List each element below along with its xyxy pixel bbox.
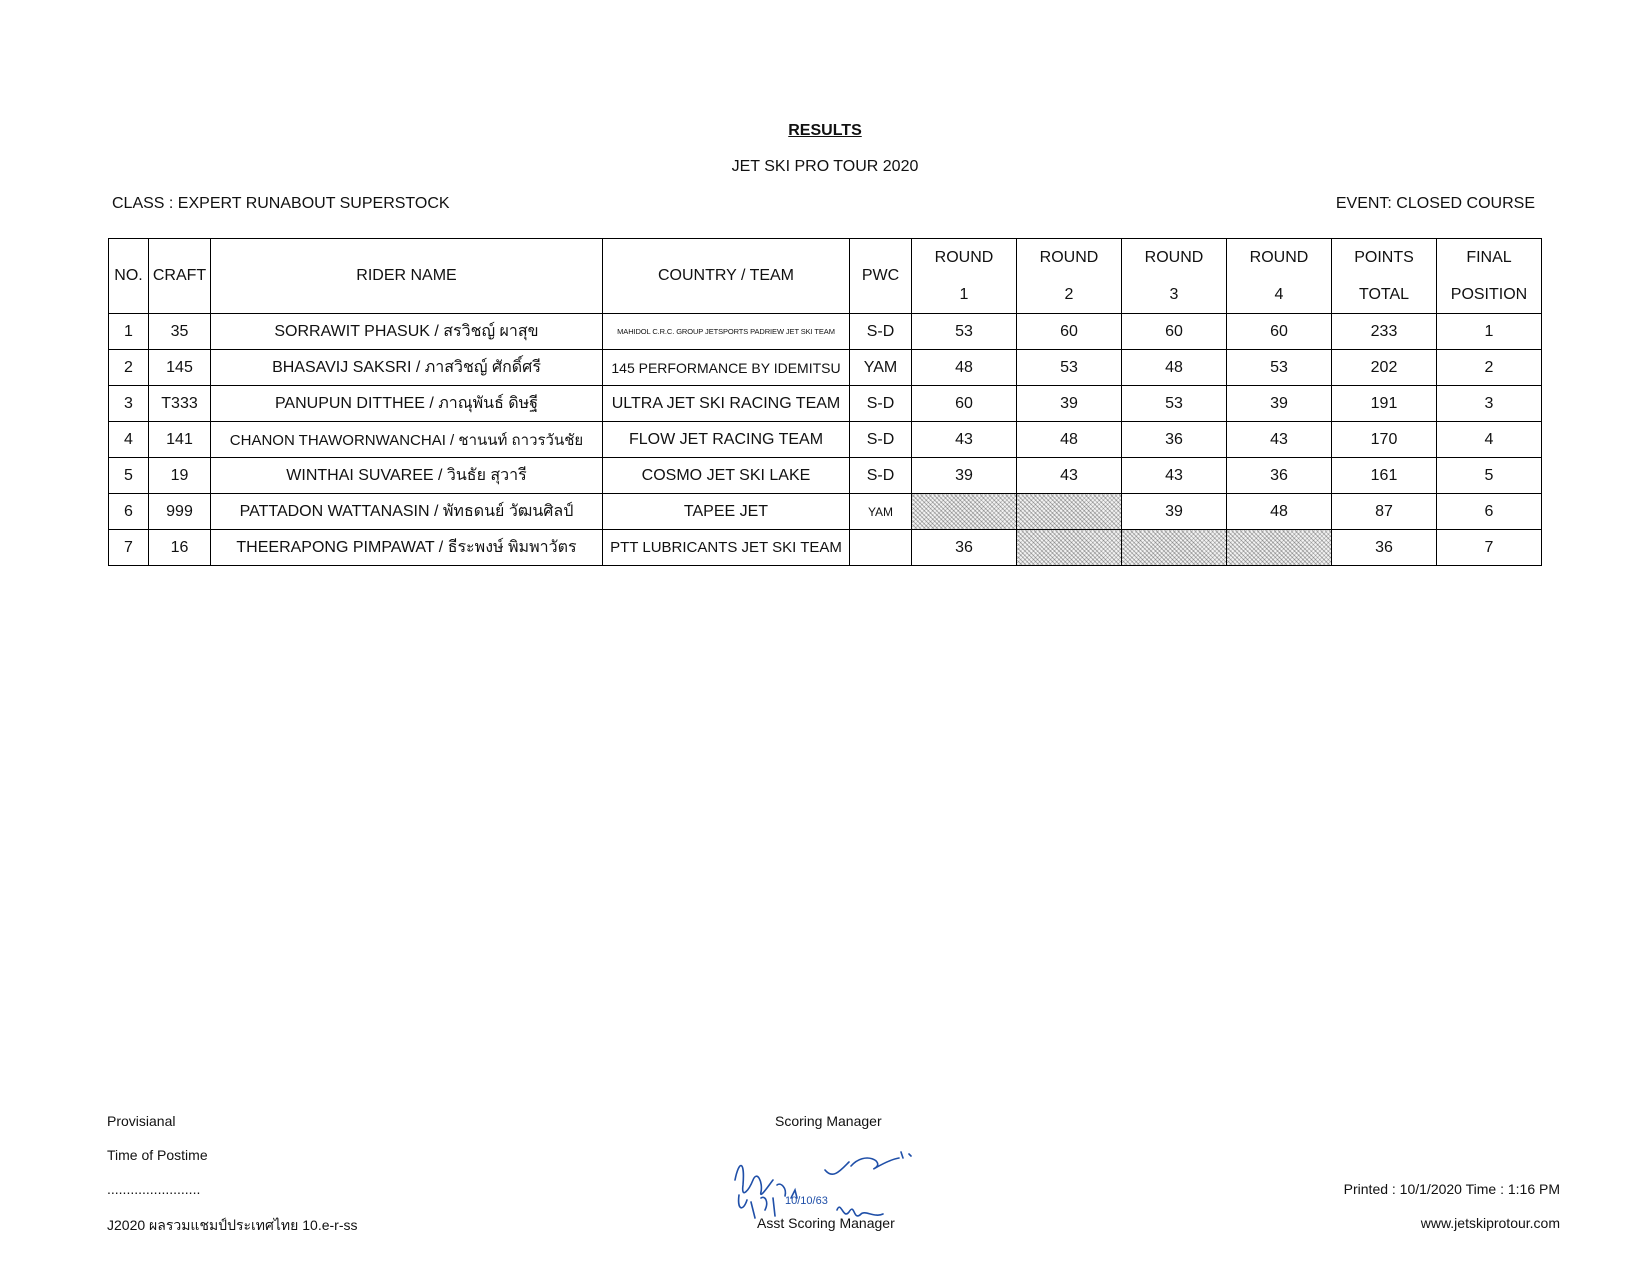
cell-team: TAPEE JET	[603, 494, 850, 530]
header-line: 1	[959, 286, 969, 303]
cell-round-1: 43	[912, 422, 1017, 458]
cell-points-total: 191	[1332, 386, 1437, 422]
table-row	[109, 386, 1542, 422]
cell-round-2	[1017, 494, 1122, 530]
event-label: EVENT: CLOSED COURSE	[1335, 195, 1535, 212]
cell-team: 145 PERFORMANCE BY IDEMITSU	[603, 350, 850, 386]
col-header-round-1	[912, 239, 1017, 314]
cell-round-1: 60	[912, 386, 1017, 422]
cell-rider: PANUPUN DITTHEE / ภาณุพันธ์ ดิษฐี	[211, 386, 603, 422]
cell-final-position: 6	[1437, 494, 1542, 530]
table-row	[109, 458, 1542, 494]
cell-pwc: S-D	[850, 458, 912, 494]
results-table	[108, 238, 1542, 566]
cell-round-2	[1017, 530, 1122, 566]
cell-craft: 145	[149, 350, 211, 386]
cell-round-4: 53	[1227, 350, 1332, 386]
cell-round-1: 39	[912, 458, 1017, 494]
cell-round-2: 48	[1017, 422, 1122, 458]
cell-no: 4	[109, 422, 149, 458]
table-row	[109, 422, 1542, 458]
cell-round-1: 48	[912, 350, 1017, 386]
event-series-title: JET SKI PRO TOUR 2020	[731, 158, 919, 175]
col-header-craft: CRAFT	[149, 239, 211, 314]
cell-pwc: S-D	[850, 386, 912, 422]
header-line: 4	[1274, 286, 1284, 303]
cell-craft: 35	[149, 314, 211, 350]
cell-pwc	[850, 530, 912, 566]
col-header-round-4	[1227, 239, 1332, 314]
cell-round-4: 60	[1227, 314, 1332, 350]
cell-final-position: 1	[1437, 314, 1542, 350]
cell-final-position: 4	[1437, 422, 1542, 458]
header-line: 2	[1064, 286, 1074, 303]
cell-round-4	[1227, 530, 1332, 566]
col-header-round-2	[1017, 239, 1122, 314]
printed-timestamp: Printed : 10/1/2020 Time : 1:16 PM	[1343, 1181, 1560, 1197]
table-row	[109, 530, 1542, 566]
cell-points-total: 170	[1332, 422, 1437, 458]
cell-no: 1	[109, 314, 149, 350]
header-line: ROUND	[1039, 249, 1099, 266]
cell-round-4: 48	[1227, 494, 1332, 530]
cell-rider: PATTADON WATTANASIN / พัทธดนย์ วัฒนศิลป์	[211, 494, 603, 530]
cell-team: ULTRA JET SKI RACING TEAM	[603, 386, 850, 422]
cell-pwc: YAM	[850, 494, 912, 530]
cell-round-2: 43	[1017, 458, 1122, 494]
cell-no: 5	[109, 458, 149, 494]
col-header-points-total	[1332, 239, 1437, 314]
col-header-no: NO.	[109, 239, 149, 314]
cell-points-total: 202	[1332, 350, 1437, 386]
cell-round-2: 39	[1017, 386, 1122, 422]
cell-rider: THEERAPONG PIMPAWAT / ธีระพงษ์ พิมพาวัตร	[211, 530, 603, 566]
cell-team: FLOW JET RACING TEAM	[603, 422, 850, 458]
postime-blank: ........................	[107, 1181, 201, 1197]
header-line: POSITION	[1450, 286, 1528, 303]
provisional-label: Provisianal	[107, 1113, 176, 1129]
signature	[725, 1140, 945, 1235]
cell-final-position: 3	[1437, 386, 1542, 422]
cell-no: 6	[109, 494, 149, 530]
col-header-team: COUNTRY / TEAM	[603, 239, 850, 314]
cell-round-1: 53	[912, 314, 1017, 350]
cell-final-position: 7	[1437, 530, 1542, 566]
cell-craft: 999	[149, 494, 211, 530]
cell-no: 7	[109, 530, 149, 566]
signature-date: 10/10/63	[785, 1195, 828, 1207]
cell-round-3: 60	[1122, 314, 1227, 350]
table-row	[109, 494, 1542, 530]
header-line: ROUND	[1249, 249, 1309, 266]
file-reference: J2020 ผลรวมแชมป์ประเทศไทย 10.e-r-ss	[107, 1217, 358, 1233]
cell-craft: 141	[149, 422, 211, 458]
cell-round-3: 53	[1122, 386, 1227, 422]
cell-team: MAHIDOL C.R.C. GROUP JETSPORTS PADRIEW JET SKI TEAM	[603, 314, 850, 350]
header-line: ROUND	[1144, 249, 1204, 266]
cell-points-total: 161	[1332, 458, 1437, 494]
cell-final-position: 2	[1437, 350, 1542, 386]
cell-team: COSMO JET SKI LAKE	[603, 458, 850, 494]
cell-rider: SORRAWIT PHASUK / สรวิชญ์ ผาสุข	[211, 314, 603, 350]
table-row	[109, 314, 1542, 350]
cell-round-2: 53	[1017, 350, 1122, 386]
cell-rider: CHANON THAWORNWANCHAI / ชานนท์ ถาวรวันชัย	[211, 422, 603, 458]
scoring-manager-label: Scoring Manager	[775, 1113, 882, 1129]
cell-craft: T333	[149, 386, 211, 422]
cell-round-1: 36	[912, 530, 1017, 566]
cell-round-3: 48	[1122, 350, 1227, 386]
cell-pwc: S-D	[850, 422, 912, 458]
header-line: POINTS	[1354, 249, 1414, 266]
cell-round-4: 36	[1227, 458, 1332, 494]
table-header-row	[109, 239, 1542, 314]
cell-rider: BHASAVIJ SAKSRI / ภาสวิชญ์ ศักดิ์ศรี	[211, 350, 603, 386]
page-title: RESULTS	[788, 122, 862, 139]
cell-points-total: 87	[1332, 494, 1437, 530]
cell-round-1	[912, 494, 1017, 530]
col-header-pwc: PWC	[850, 239, 912, 314]
table-row	[109, 350, 1542, 386]
cell-pwc: YAM	[850, 350, 912, 386]
asst-scoring-manager-label: Asst Scoring Manager	[757, 1215, 895, 1231]
cell-round-3: 39	[1122, 494, 1227, 530]
cell-round-4: 43	[1227, 422, 1332, 458]
website-link[interactable]: www.jetskiprotour.com	[1420, 1215, 1560, 1231]
col-header-final-position	[1437, 239, 1542, 314]
header-line: FINAL	[1466, 249, 1512, 266]
cell-round-3: 43	[1122, 458, 1227, 494]
cell-no: 2	[109, 350, 149, 386]
header-line: 3	[1169, 286, 1179, 303]
header-line: ROUND	[934, 249, 994, 266]
cell-craft: 16	[149, 530, 211, 566]
col-header-rider: RIDER NAME	[211, 239, 603, 314]
cell-round-3: 36	[1122, 422, 1227, 458]
header-line: TOTAL	[1358, 286, 1410, 303]
class-label: CLASS : EXPERT RUNABOUT SUPERSTOCK	[112, 195, 450, 212]
cell-final-position: 5	[1437, 458, 1542, 494]
cell-team: PTT LUBRICANTS JET SKI TEAM	[603, 530, 850, 566]
cell-points-total: 233	[1332, 314, 1437, 350]
cell-no: 3	[109, 386, 149, 422]
cell-round-4: 39	[1227, 386, 1332, 422]
col-header-round-3	[1122, 239, 1227, 314]
cell-pwc: S-D	[850, 314, 912, 350]
cell-rider: WINTHAI SUVAREE / วินธัย สุวารี	[211, 458, 603, 494]
cell-craft: 19	[149, 458, 211, 494]
cell-round-2: 60	[1017, 314, 1122, 350]
cell-points-total: 36	[1332, 530, 1437, 566]
cell-round-3	[1122, 530, 1227, 566]
time-of-postime-label: Time of Postime	[107, 1147, 208, 1163]
signature-strokes	[735, 1152, 911, 1218]
